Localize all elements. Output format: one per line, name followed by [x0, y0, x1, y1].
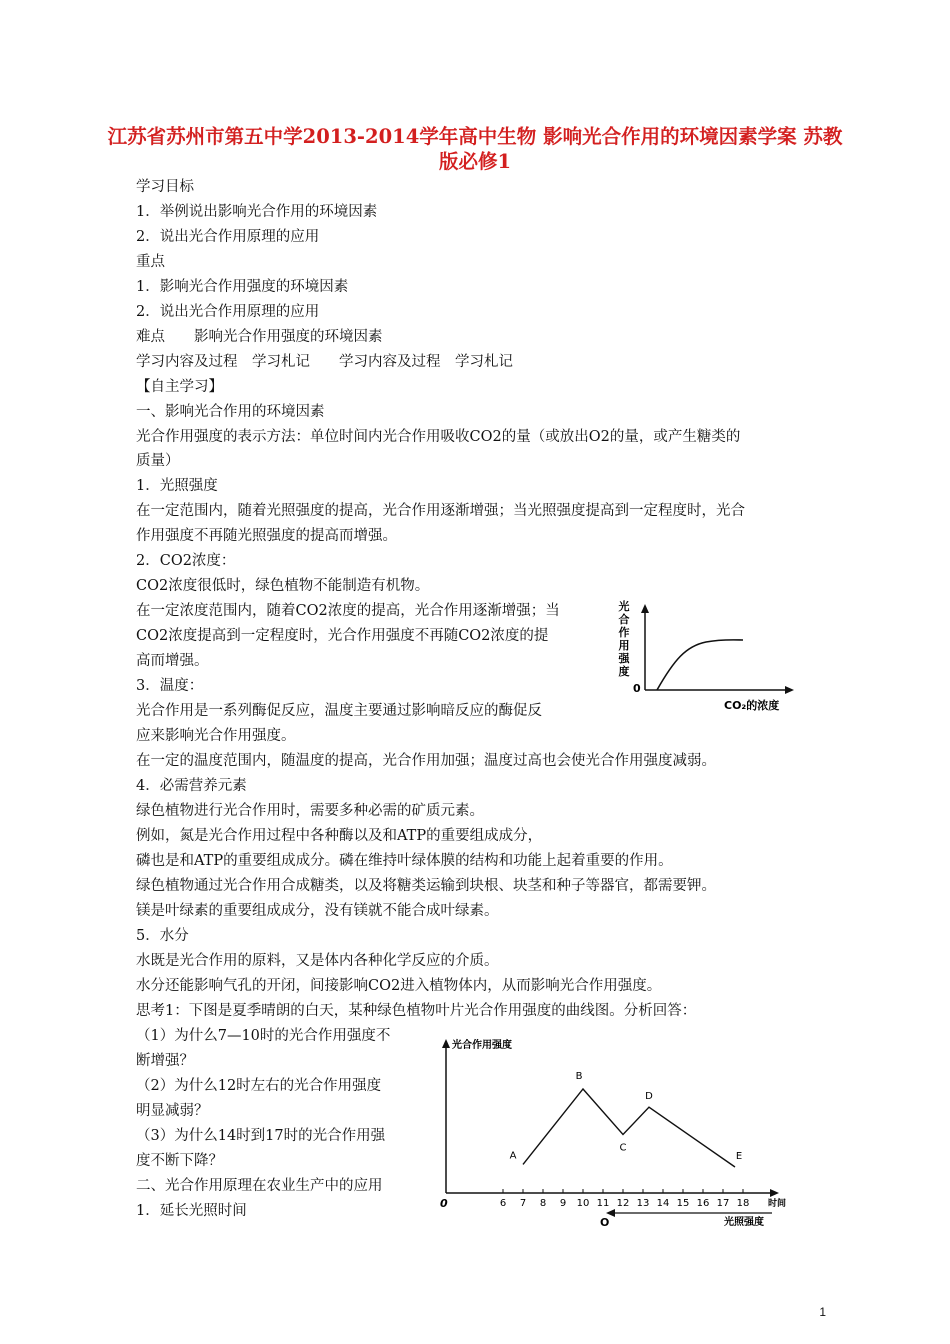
co2-y-arrow — [641, 604, 649, 613]
text-line: （2）为什么12时左右的光合作用强度 — [136, 1078, 382, 1094]
day-ylabel: 光合作用强度 — [452, 1040, 512, 1051]
day-y-arrow — [442, 1039, 450, 1048]
text-line: （1）为什么7—10时的光合作用强度不 — [136, 1028, 391, 1044]
x-tick-label: 18 — [736, 1198, 750, 1209]
text-line: 光合作用是一系列酶促反应，温度主要通过影响暗反应的酶促反 — [136, 703, 542, 719]
x-tick-label: 10 — [576, 1198, 590, 1209]
text-line: 作用强度不再随光照强度的提高而增强。 — [136, 528, 397, 544]
text-line: 2．CO2浓度： — [136, 553, 236, 569]
text-line: 质量） — [136, 453, 180, 469]
text-line: 明显减弱？ — [136, 1103, 209, 1119]
text-line: 绿色植物进行光合作用时，需要多种必需的矿质元素。 — [136, 803, 484, 819]
co2-ylabel-2: 合 — [618, 613, 630, 626]
text-line: 思考1：下图是夏季晴朗的白天，某种绿色植物叶片光合作用强度的曲线图。分析回答： — [136, 1003, 697, 1019]
x-tick-label: 11 — [596, 1198, 610, 1209]
text-line: 一、影响光合作用的环境因素 — [136, 404, 325, 420]
day-x-arrow — [770, 1189, 779, 1197]
text-line: 1．影响光合作用强度的环境因素 — [136, 279, 349, 295]
text-line: 学习内容及过程 学习札记 学习内容及过程 学习札记 — [136, 354, 513, 370]
x-tick-label: 9 — [559, 1198, 567, 1209]
text-line: 4．必需营养元素 — [136, 778, 247, 794]
text-line: 镁是叶绿素的重要组成成分，没有镁就不能合成叶绿素。 — [136, 903, 499, 919]
light-axis-label: 光照强度 — [724, 1217, 764, 1228]
text-line: 【自主学习】 — [136, 379, 223, 395]
text-line: 磷也是和ATP的重要组成成分。磷在维持叶绿体膜的结构和功能上起着重要的作用。 — [136, 853, 673, 869]
point-label: B — [575, 1071, 583, 1082]
day-series-line — [523, 1089, 735, 1167]
x-tick-label: 8 — [539, 1198, 547, 1209]
co2-ylabel-4: 用 — [618, 639, 630, 652]
co2-ylabel-6: 度 — [618, 665, 630, 678]
text-line: 断增强？ — [136, 1053, 194, 1069]
co2-ylabel-5: 强 — [618, 652, 630, 665]
text-line: 2．说出光合作用原理的应用 — [136, 304, 320, 320]
text-line: 例如，氮是光合作用过程中各种酶以及和ATP的重要组成成分， — [136, 828, 543, 844]
text-line: 3．温度： — [136, 678, 204, 694]
point-label: A — [509, 1150, 517, 1162]
text-line: 在一定浓度范围内，随着CO2浓度的提高，光合作用逐渐增强；当 — [136, 603, 560, 619]
document-title: 江苏省苏州市第五中学2013-2014学年高中生物 影响光合作用的环境因素学案 苏教版必修1 — [107, 125, 843, 173]
text-line: 水分还能影响气孔的开闭，间接影响CO2进入植物体内，从而影响光合作用强度。 — [136, 978, 662, 994]
text-line: 二、光合作用原理在农业生产中的应用 — [136, 1178, 383, 1194]
co2-curve — [657, 640, 743, 690]
text-line: 5．水分 — [136, 928, 189, 944]
x-tick-label: 12 — [616, 1198, 630, 1209]
text-line: 2．说出光合作用原理的应用 — [136, 229, 320, 245]
text-line: 1．举例说出影响光合作用的环境因素 — [136, 204, 378, 220]
text-line: 重点 — [136, 254, 165, 270]
x-tick-label: 14 — [656, 1198, 670, 1209]
text-line: 1．延长光照时间 — [136, 1203, 247, 1219]
co2-curve-chart — [612, 596, 812, 716]
x-tick-label: 15 — [676, 1198, 690, 1209]
x-tick-label: 17 — [716, 1198, 730, 1209]
text-line: CO2浓度提高到一定程度时，光合作用强度不再随CO2浓度的提 — [136, 628, 549, 644]
text-line: 难点 影响光合作用强度的环境因素 — [136, 329, 383, 345]
text-line: 光合作用强度的表示方法：单位时间内光合作用吸收CO2的量（或放出O2的量，或产生糖类的 — [136, 429, 741, 445]
co2-ylabel-3: 作 — [618, 626, 630, 639]
page-number: 1 — [819, 1305, 826, 1319]
co2-x-arrow — [785, 686, 794, 694]
day-xlabel: 时间 — [768, 1199, 787, 1209]
text-line: CO2浓度很低时，绿色植物不能制造有机物。 — [136, 578, 430, 594]
x-tick-label: 6 — [499, 1198, 507, 1209]
text-line: 水既是光合作用的原料，又是体内各种化学反应的介质。 — [136, 953, 499, 969]
text-line: 绿色植物通过光合作用合成糖类，以及将糖类运输到块根、块茎和种子等器官，都需要钾。 — [136, 878, 716, 894]
text-line: （3）为什么14时到17时的光合作用强 — [136, 1128, 386, 1144]
text-line: 在一定的温度范围内，随温度的提高，光合作用加强；温度过高也会使光合作用强度减弱。 — [136, 753, 716, 769]
text-line: 1．光照强度 — [136, 478, 218, 494]
text-line: 高而增强。 — [136, 653, 209, 669]
x-tick-label: 7 — [519, 1198, 527, 1209]
text-line: 学习目标 — [136, 179, 194, 195]
point-label: E — [735, 1151, 743, 1162]
day-origin: 0 — [440, 1197, 448, 1210]
co2-xlabel: CO₂的浓度 — [724, 699, 780, 712]
co2-ylabel-1: 光 — [618, 600, 630, 613]
x-tick-label: 16 — [696, 1198, 710, 1209]
text-line: 度不断下降？ — [136, 1153, 223, 1169]
text-line: 应来影响光合作用强度。 — [136, 728, 296, 744]
point-label: D — [645, 1091, 653, 1103]
text-line: 在一定范围内，随着光照强度的提高，光合作用逐渐增强；当光照强度提高到一定程度时，光合 — [136, 503, 745, 519]
daily-photosynthesis-chart — [432, 1030, 802, 1235]
point-label: C — [619, 1142, 627, 1154]
x-tick-label: 13 — [636, 1198, 650, 1209]
co2-origin: 0 — [633, 682, 641, 695]
light-axis-origin: O — [600, 1216, 610, 1229]
